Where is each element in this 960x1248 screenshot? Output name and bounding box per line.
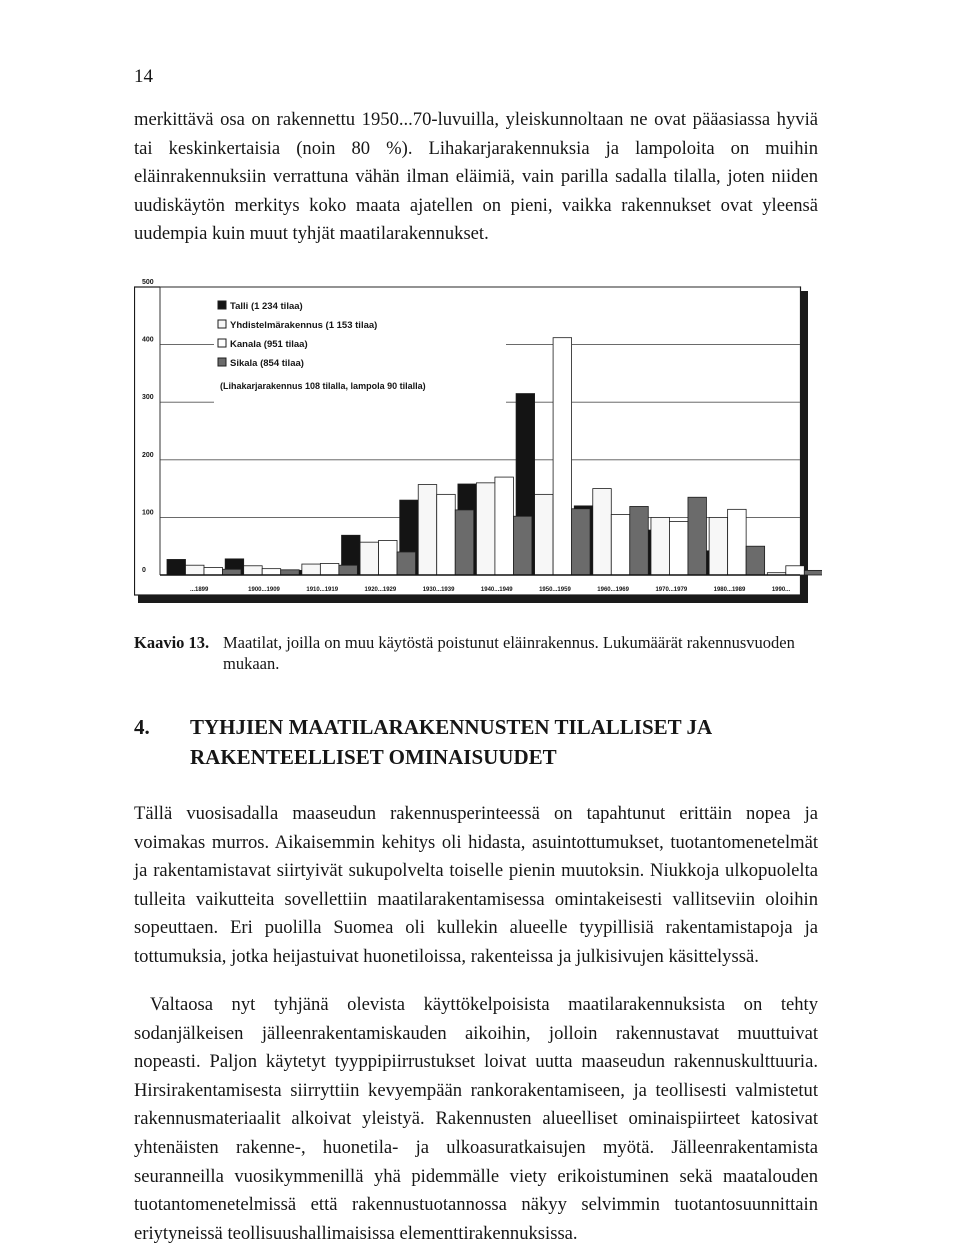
x-tick-label: 1920...1929 [364, 587, 397, 593]
x-tick-label: 1910...1919 [306, 587, 339, 593]
caption-text: Maatilat, joilla on muu käytöstä poistunut eläinrakennus. Lukumäärät rakennusvuoden mukaan. [223, 633, 795, 673]
bar-3 [669, 521, 688, 575]
y-tick-label: 500 [142, 279, 154, 286]
x-tick-label: 1930...1939 [422, 587, 455, 593]
legend-note: (Lihakarjarakennus 108 tilalla, lampola 90 tilalla) [220, 381, 426, 391]
legend-swatch-1 [218, 301, 226, 309]
bar-2 [535, 494, 554, 575]
bar-2 [360, 542, 379, 575]
section-number: 4. [134, 715, 150, 739]
bar-4 [572, 509, 591, 575]
bar-3 [553, 338, 572, 575]
bar-4 [804, 570, 822, 575]
bar-4 [688, 497, 707, 575]
caption-label: Kaavio 13. [134, 633, 210, 652]
x-tick-label: 1940...1949 [480, 587, 513, 593]
legend-swatch-3 [218, 339, 226, 347]
body-paragraph-2: Tällä vuosisadalla maaseudun rakennusperinteessä on tapahtunut erittäin nopea ja voimakas murros. Aikaisemmin kehitys oli hidasta, asuintottumukset, tuotantomenetelmät ja rakentamistavat siirtyivät sukupolvelta toiselle pienin muutoksin. Niukkoja ulkopuolelta tulleita vaikutteita sovellettiin maatilarakentamisessa omintakeisesti vallitseviin oloihin sopeuttaen. Eri puolilla Suomea oli kullekin alueelle tyypillisiä rakentamistapoja ja tottumuksia, jotka heijastuivat huonetiloissa, rakenteissa ja julkisivujen käsittelyssä. [134, 803, 818, 967]
legend-label-2: Yhdistelmärakennus (1 153 tilaa) [230, 320, 378, 331]
bar-4 [513, 516, 532, 575]
bar-3 [204, 568, 223, 575]
bar-3 [786, 566, 805, 575]
x-tick-label: 1980...1989 [713, 587, 746, 593]
legend-swatch-2 [218, 320, 226, 328]
legend-swatch-4 [218, 358, 226, 366]
x-tick-label: 1960...1969 [597, 587, 629, 593]
chart-frame-shadow-right [800, 291, 808, 599]
bar-3 [262, 569, 281, 575]
bar-3 [611, 515, 630, 575]
bar-2 [302, 564, 321, 575]
bar-2 [244, 566, 263, 575]
bar-4 [397, 552, 416, 575]
bar-3 [379, 540, 398, 575]
bar-4 [455, 510, 474, 575]
bar-1 [167, 559, 186, 575]
bar-3 [495, 477, 513, 575]
bar-chart [134, 273, 822, 613]
chart-frame-shadow-bottom [138, 595, 808, 603]
bar-2 [186, 565, 205, 575]
bar-2 [476, 483, 495, 575]
bar-4 [281, 570, 300, 575]
y-tick-label: 300 [142, 394, 154, 402]
page-number: 14 [134, 66, 153, 87]
x-tick-label: 1900...1909 [248, 587, 280, 593]
x-tick-label: 1990... [771, 587, 791, 593]
bar-4 [746, 546, 765, 575]
y-tick-label: 400 [142, 336, 154, 344]
bar-2 [418, 485, 437, 575]
y-tick-label: 0 [142, 567, 146, 574]
x-tick-label: 1950...1959 [539, 587, 571, 593]
section-title: TYHJIEN MAATILARAKENNUSTEN TILALLISET JA RAKENTEELLISET OMINAISUUDET [190, 715, 712, 769]
y-tick-label: 100 [142, 509, 154, 517]
x-tick-label: 1970...1979 [655, 587, 688, 593]
bar-3 [437, 494, 456, 575]
bar-3 [320, 563, 339, 575]
bar-2 [651, 517, 670, 575]
bar-4 [630, 506, 649, 575]
bar-2 [593, 489, 612, 575]
bar-3 [728, 509, 747, 575]
bar-2 [709, 517, 728, 575]
y-tick-label: 200 [142, 451, 154, 459]
legend-label-4: Sikala (854 tilaa) [230, 358, 304, 369]
bar-4 [339, 565, 358, 575]
body-paragraph-1: merkittävä osa on rakennettu 1950...70-luvuilla, yleiskunnoltaan ne ovat pääasiassa hyviä tai keskinkertaisia (noin 80 %). Lihakarjarakennuksia ja lampoloita on muihin eläinrakennuksiin verrattuna vähän ilman eläimiä, vain parilla sadalla tilalla, joten niiden uudiskäytön merkitys koko maata ajatellen on pieni, vaikka rakennukset ovat yleensä uudempia kuin muut tyhjät maatilarakennukset. [134, 109, 818, 245]
legend-label-3: Kanala (951 tilaa) [230, 339, 308, 350]
x-tick-label: ...1899 [190, 587, 209, 593]
legend-label-1: Talli (1 234 tilaa) [230, 301, 303, 312]
bar-4 [223, 569, 242, 575]
body-paragraph-3: Valtaosa nyt tyhjänä olevista käyttökelpoisista maatilarakennuksista on tehty sodanjälkeisen jälleenrakentamiskauden aikoihin, jolloin rakennustavat muuttuivat nopeasti. Paljon käytetyt tyyppipiirrustukset loivat uutta maaseudun rakennuskulttuuria. Hirsirakentamisesta siirryttiin kevyempään rankorakentamiseen, ja teollisesti valmistetut rakennusmateriaalit alkoivat yleistyä. Rakennusten alueelliset ominaispiirteet katosivat yhtenäisten rakenne-, huonetila- ja ulkoasuratkaisujen myötä. Jälleenrakentamista seuranneilla vuosikymmenillä yhä pidemmälle viety erikoistuminen sekä maatalouden tuotantomenetelmissä että rakennustuotannossa näkyy selvimmin tuotantosuunnittain eriytyneissä teollisuushallimaisissa elementtirakennuksissa. [134, 994, 818, 1244]
